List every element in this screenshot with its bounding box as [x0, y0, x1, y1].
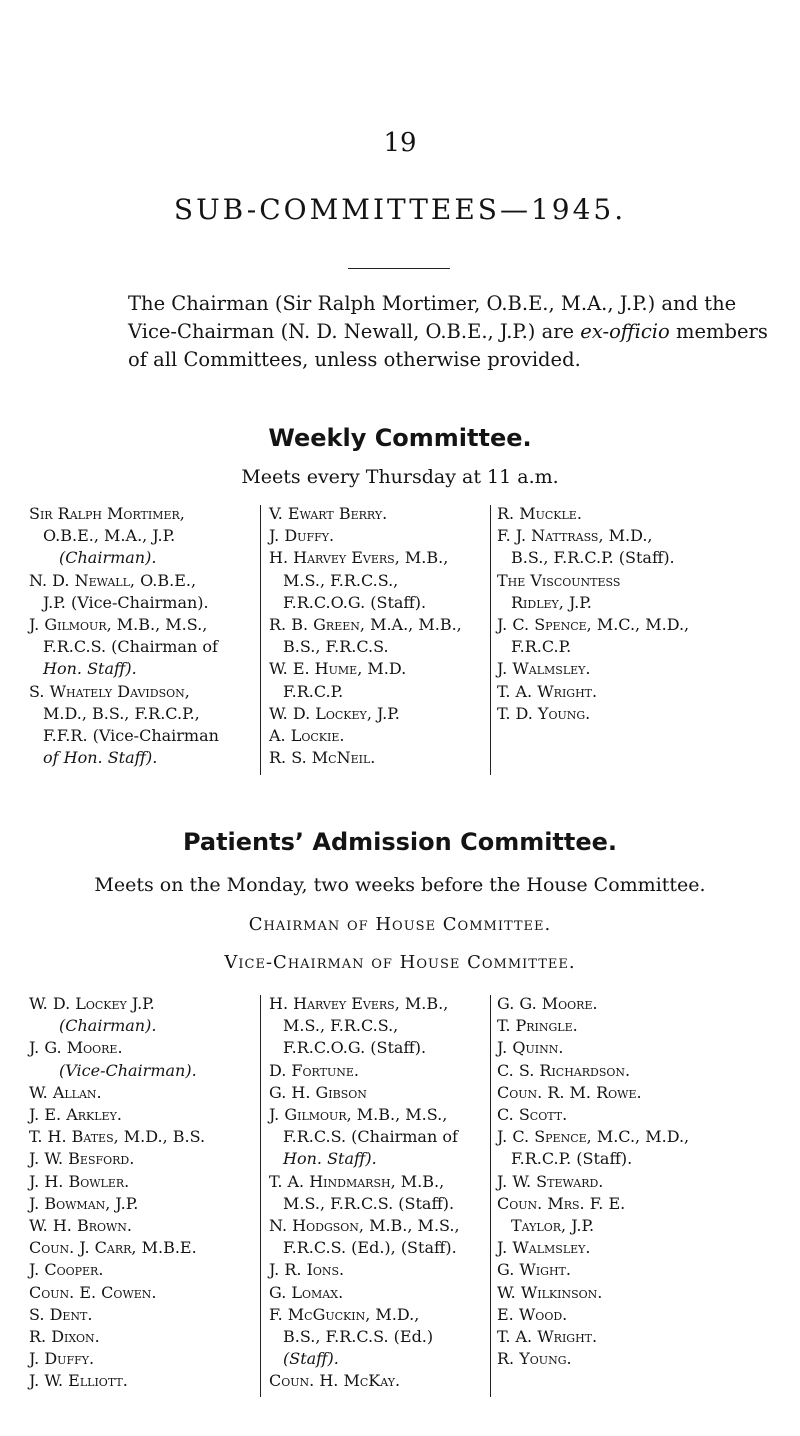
patients-member: J. Cooper. [29, 1260, 104, 1280]
patients-member: J. W. Elliott. [29, 1371, 128, 1391]
patients-member: (Staff). [283, 1349, 339, 1369]
patients-member: F.R.C.P. (Staff). [511, 1149, 633, 1169]
patients-member: T. A. Wright. [497, 1327, 598, 1347]
patients-member: G. H. Gibson [269, 1082, 367, 1102]
weekly-col-2 [269, 503, 494, 769]
weekly-member: R. Muckle. [497, 504, 582, 523]
patients-member: J. G. Moore. [29, 1038, 123, 1058]
patients-heading: Patients’ Admission Committee. [182, 828, 618, 856]
intro-text-2: members of all Committees, unless otherwise provided. [128, 320, 768, 371]
weekly-divider-1 [260, 505, 261, 775]
patients-chairman-line: Chairman of House Committee. [248, 914, 552, 935]
weekly-member: F.R.C.P. [511, 637, 572, 657]
weekly-member: J. C. Spence, M.C., M.D., [497, 615, 690, 635]
patients-member: J. Gilmour, M.B., M.S., [269, 1105, 448, 1125]
patients-col-2 [269, 993, 494, 1393]
title-rule [348, 268, 450, 269]
weekly-member: F.R.C.S. (Chairman of [43, 637, 218, 657]
weekly-member: The Viscountess [497, 570, 621, 590]
weekly-member: (Chairman). [59, 548, 157, 568]
weekly-member: A. Lockie. [269, 726, 345, 746]
weekly-member: J. Duffy. [269, 526, 335, 546]
patients-member: Coun. R. M. Rowe. [497, 1082, 642, 1102]
weekly-member: W. D. Lockey, J.P. [269, 703, 400, 723]
weekly-member: Hon. Staff). [43, 659, 137, 679]
patients-member: M.S., F.R.C.S. (Staff). [283, 1193, 455, 1213]
weekly-member: V. Ewart Berry. [269, 504, 388, 523]
patients-member: J. C. Spence, M.C., M.D., [497, 1127, 690, 1147]
weekly-member: T. A. Wright. [497, 681, 598, 701]
patients-member: J. W. Steward. [497, 1171, 604, 1191]
weekly-member: T. D. Young. [497, 703, 591, 723]
patients-member: R. Dixon. [29, 1327, 100, 1347]
patients-member: J. W. Besford. [29, 1149, 135, 1169]
patients-member: Coun. Mrs. F. E. [497, 1193, 626, 1213]
page-number: 19 [383, 128, 417, 158]
weekly-meets: Meets every Thursday at 11 a.m. [241, 466, 559, 488]
patients-member: E. Wood. [497, 1304, 568, 1324]
patients-member: Coun. E. Cowen. [29, 1282, 157, 1302]
weekly-member: F.F.R. (Vice-Chairman [43, 726, 219, 746]
patients-member: J. Quinn. [497, 1038, 564, 1058]
weekly-member: J.P. (Vice-Chairman). [43, 592, 209, 612]
patients-member: W. Wilkinson. [497, 1282, 603, 1302]
patients-member: C. Scott. [497, 1105, 568, 1125]
patients-member: J. R. Ions. [269, 1260, 345, 1280]
weekly-divider-2 [490, 505, 491, 775]
patients-meets: Meets on the Monday, two weeks before the House Committee. [94, 874, 706, 896]
weekly-member: R. B. Green, M.A., M.B., [269, 615, 462, 635]
patients-member: T. H. Bates, M.D., B.S. [29, 1127, 206, 1147]
patients-member: H. Harvey Evers, M.B., [269, 994, 449, 1013]
patients-member: (Vice-Chairman). [59, 1060, 197, 1080]
patients-member: F.R.C.S. (Chairman of [283, 1127, 458, 1147]
patients-member: J. Bowman, J.P. [29, 1193, 139, 1213]
weekly-member: B.S., F.R.C.P. (Staff). [511, 548, 675, 568]
patients-member: W. Allan. [29, 1082, 102, 1102]
weekly-member: F.R.C.P. [283, 681, 344, 701]
weekly-col-1 [29, 503, 254, 769]
patients-member: Taylor, J.P. [511, 1216, 595, 1236]
weekly-member: J. Walmsley. [497, 659, 591, 679]
patients-member: B.S., F.R.C.S. (Ed.) [283, 1327, 434, 1347]
patients-member: (Chairman). [59, 1016, 157, 1036]
weekly-member: W. E. Hume, M.D. [269, 659, 407, 679]
weekly-member: S. Whately Davidson, [29, 681, 190, 701]
weekly-member: N. D. Newall, O.B.E., [29, 570, 197, 590]
page-title: SUB-COMMITTEES—1945. [173, 193, 627, 226]
patients-divider-1 [260, 995, 261, 1397]
weekly-member: Sir Ralph Mortimer, [29, 504, 185, 523]
patients-member: C. S. Richardson. [497, 1060, 631, 1080]
patients-col-1 [29, 993, 254, 1393]
patients-member: J. H. Bowler. [29, 1171, 130, 1191]
weekly-member: B.S., F.R.C.S. [283, 637, 389, 657]
weekly-member: F. J. Nattrass, M.D., [497, 526, 653, 546]
patients-member: F.R.C.O.G. (Staff). [283, 1038, 427, 1058]
patients-member: S. Dent. [29, 1304, 93, 1324]
weekly-heading: Weekly Committee. [268, 424, 532, 452]
weekly-member: M.D., B.S., F.R.C.P., [43, 703, 200, 723]
patients-member: T. A. Hindmarsh, M.B., [269, 1171, 445, 1191]
patients-member: W. H. Brown. [29, 1216, 133, 1236]
weekly-member: R. S. McNeil. [269, 748, 376, 768]
patients-member: J. Duffy. [29, 1349, 95, 1369]
weekly-member: Ridley, J.P. [511, 592, 592, 612]
patients-member: J. E. Arkley. [29, 1105, 122, 1125]
intro-text-1: The Chairman (Sir Ralph Mortimer, O.B.E., M.A., J.P.) and the Vice-Chairman (N. D. Newall, O.B.E., J.P.) are [128, 292, 737, 343]
patients-member: Coun. H. McKay. [269, 1371, 401, 1391]
patients-member: G. G. Moore. [497, 994, 598, 1013]
weekly-col-3 [497, 503, 787, 725]
weekly-member: O.B.E., M.A., J.P. [43, 526, 176, 546]
weekly-member: J. Gilmour, M.B., M.S., [29, 615, 208, 635]
patients-member: Coun. J. Carr, M.B.E. [29, 1238, 197, 1258]
patients-member: F.R.C.S. (Ed.), (Staff). [283, 1238, 457, 1258]
patients-member: F. McGuckin, M.D., [269, 1304, 420, 1324]
weekly-member: of Hon. Staff). [43, 748, 158, 768]
patients-member: Hon. Staff). [283, 1149, 377, 1169]
patients-member: D. Fortune. [269, 1060, 359, 1080]
patients-member: G. Wight. [497, 1260, 571, 1280]
patients-member: M.S., F.R.C.S., [283, 1016, 399, 1036]
patients-vice-line: Vice-Chairman of House Committee. [224, 952, 576, 973]
patients-member: J. Walmsley. [497, 1238, 591, 1258]
patients-col-3 [497, 993, 787, 1370]
patients-member: G. Lomax. [269, 1282, 344, 1302]
patients-member: N. Hodgson, M.B., M.S., [269, 1216, 460, 1236]
patients-member: W. D. Lockey J.P. [29, 994, 155, 1013]
intro-paragraph [128, 290, 778, 374]
weekly-member: F.R.C.O.G. (Staff). [283, 592, 427, 612]
patients-member: T. Pringle. [497, 1016, 578, 1036]
weekly-member: M.S., F.R.C.S., [283, 570, 399, 590]
weekly-member: H. Harvey Evers, M.B., [269, 548, 449, 568]
patients-divider-2 [490, 995, 491, 1397]
patients-member: R. Young. [497, 1349, 572, 1369]
intro-italic: ex-officio [580, 320, 670, 343]
